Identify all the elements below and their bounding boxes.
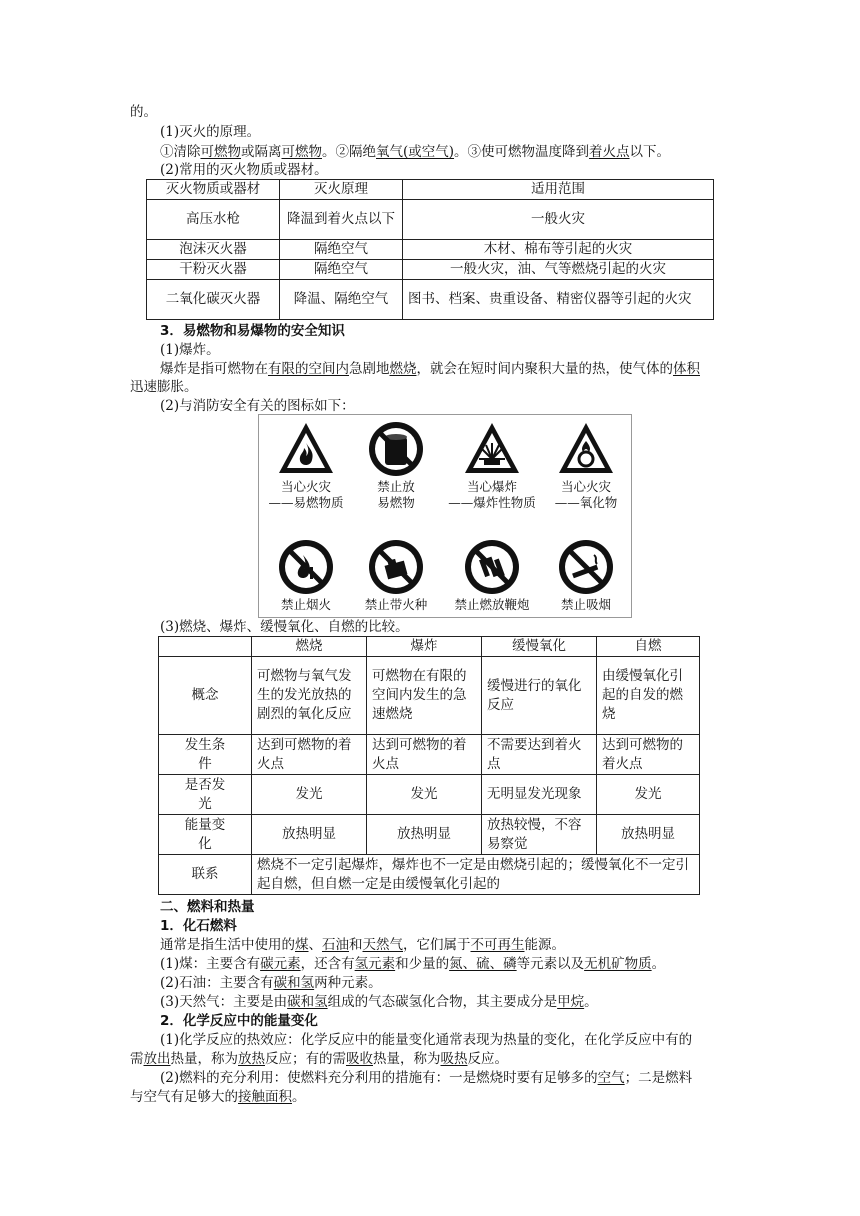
sign-caption: 禁止吸烟 [560,597,611,612]
t2-cell: 不需要达到着火点 [482,735,597,775]
comparison-heading: (3)燃烧、爆炸、缓慢氧化、自燃的比较。 [160,619,409,635]
t2-link-text: 燃烧不一定引起爆炸，爆炸也不一定是由燃烧引起的；缓慢氧化不一定引起自燃，但自燃一定是由缓慢氧化引起的 [252,855,700,895]
sign-caption: ——氧化物 [554,495,618,510]
fuel-usage-text: (2)燃料的充分利用：使燃料充分利用的措施有：一是燃烧时要有足够多的空气；二是燃料 [160,1070,693,1086]
t2-header: 自燃 [597,637,700,657]
t2-cell: 放热明显 [252,815,367,855]
t1-cell: 一般火灾，油、气等燃烧引起的火灾 [403,260,714,280]
t2-cell: 达到可燃物的着火点 [597,735,700,775]
t2-row-label: 联系 [159,855,252,895]
t1-cell: 干粉灭火器 [147,260,280,280]
t1-cell: 隔绝空气 [280,240,403,260]
t2-cell: 由缓慢氧化引起的自发的燃烧 [597,657,700,735]
explosion-warning-icon [462,419,522,479]
no-flammable-icon [366,419,426,479]
t2-cell: 发光 [367,775,482,815]
extinguish-principle-heading: (1)灭火的原理。 [160,124,261,140]
t1-header: 灭火物质或器材 [147,180,280,200]
sign-caption: 当心火灾 [560,479,611,494]
section3-title: 3．易燃物和易爆物的安全知识 [160,323,345,339]
sign-no-firecracker [447,537,537,613]
signs-heading: (2)与消防安全有关的图标如下： [160,398,355,414]
gas-text: (3)天然气：主要是由碳和氢组成的气态碳氢化合物，其主要成分是甲烷。 [160,994,598,1010]
extinguisher-table [146,179,714,320]
t2-cell: 达到可燃物的着火点 [252,735,367,775]
sign-caption: 当心火灾 [280,479,331,494]
t2-row-label: 是否发光 [159,775,252,815]
sign-no-smoking [541,537,631,613]
section-fuel-title: 二、燃料和热量 [160,899,255,915]
t2-cell: 放热明显 [367,815,482,855]
t1-cell: 木材、棉布等引起的火灾 [403,240,714,260]
extinguisher-heading: (2)常用的灭火物质或器材。 [160,162,328,178]
fossil-fuel-text: 通常是指生活中使用的煤、石油和天然气，它们属于不可再生能源。 [160,937,565,953]
t1-cell: 隔绝空气 [280,260,403,280]
coal-text: (1)煤：主要含有碳元素，还含有氢元素和少量的氮、硫、磷等元素以及无机矿物质。 [160,956,666,972]
no-fire-icon [276,537,336,597]
t2-row-label: 发生条件 [159,735,252,775]
no-lighter-icon [366,537,426,597]
t2-cell: 放热明显 [597,815,700,855]
t2-row-label: 能量变化 [159,815,252,855]
sign-no-lighter [351,537,441,613]
heat-effect-text-cont: 需放出热量，称为放热反应；有的需吸收热量，称为吸热反应。 [130,1051,508,1067]
t1-cell: 降温、隔绝空气 [280,280,403,320]
t2-cell: 可燃物在有限的空间内发生的急速燃烧 [367,657,482,735]
explosion-heading: (1)爆炸。 [160,342,220,358]
no-firecracker-icon [462,537,522,597]
t2-header: 爆炸 [367,637,482,657]
fossil-fuel-heading: 1．化石燃料 [160,918,237,934]
fuel-usage-text-cont: 与空气有足够大的接触面积。 [130,1089,306,1105]
sign-no-fire [261,537,351,613]
t1-cell: 图书、档案、贵重设备、精密仪器等引起的火灾 [403,280,714,320]
oil-text: (2)石油：主要含有碳和氢两种元素。 [160,975,382,991]
explosion-definition-cont: 迅速膨胀。 [130,379,198,395]
sign-caption: 当心爆炸 [466,479,517,494]
t2-header [159,637,252,657]
comparison-table [158,636,700,895]
heat-effect-text: (1)化学反应的热效应：化学反应中的能量变化通常表现为热量的变化，在化学反应中有的 [160,1032,693,1048]
t1-cell: 高压水枪 [147,200,280,240]
t2-row-label: 概念 [159,657,252,735]
sign-caption: 禁止放 [377,479,415,494]
no-smoking-icon [556,537,616,597]
sign-no-flammable [351,419,441,511]
sign-caption: ——易燃物质 [268,495,344,510]
t2-header: 燃烧 [252,637,367,657]
oxidizer-warning-icon [556,419,616,479]
t1-header: 灭火原理 [280,180,403,200]
explosion-definition: 爆炸是指可燃物在有限的空间内急剧地燃烧，就会在短时间内聚积大量的热，使气体的体积 [160,361,700,377]
t1-cell: 泡沫灭火器 [147,240,280,260]
energy-change-heading: 2．化学反应中的能量变化 [160,1013,318,1029]
t2-header: 缓慢氧化 [482,637,597,657]
t1-cell: 降温到着火点以下 [280,200,403,240]
t1-cell: 二氧化碳灭火器 [147,280,280,320]
t2-cell: 发光 [252,775,367,815]
safety-signs-figure [258,414,632,618]
sign-caption: ——爆炸性物质 [448,495,536,510]
t2-cell: 无明显发光现象 [482,775,597,815]
sign-caption: 禁止烟火 [280,597,331,612]
t1-cell: 一般火灾 [403,200,714,240]
extinguish-principle-text: ①清除可燃物或隔离可燃物。②隔绝氧气(或空气)。③使可燃物温度降到着火点以下。 [160,144,671,160]
flame-warning-icon [276,419,336,479]
t2-cell: 可燃物与氧气发生的发光放热的剧烈的氧化反应 [252,657,367,735]
sign-explosive [447,419,537,511]
t2-cell: 缓慢进行的氧化反应 [482,657,597,735]
sign-flammable [261,419,351,511]
t2-cell: 放热较慢，不容易察觉 [482,815,597,855]
t1-header: 适用范围 [403,180,714,200]
intro-line-0: 的。 [130,104,157,120]
sign-oxidizer [541,419,631,511]
t2-cell: 达到可燃物的着火点 [367,735,482,775]
t2-cell: 发光 [597,775,700,815]
sign-caption: 易燃物 [377,495,415,510]
sign-caption: 禁止带火种 [364,597,428,612]
sign-caption: 禁止燃放鞭炮 [454,597,530,612]
